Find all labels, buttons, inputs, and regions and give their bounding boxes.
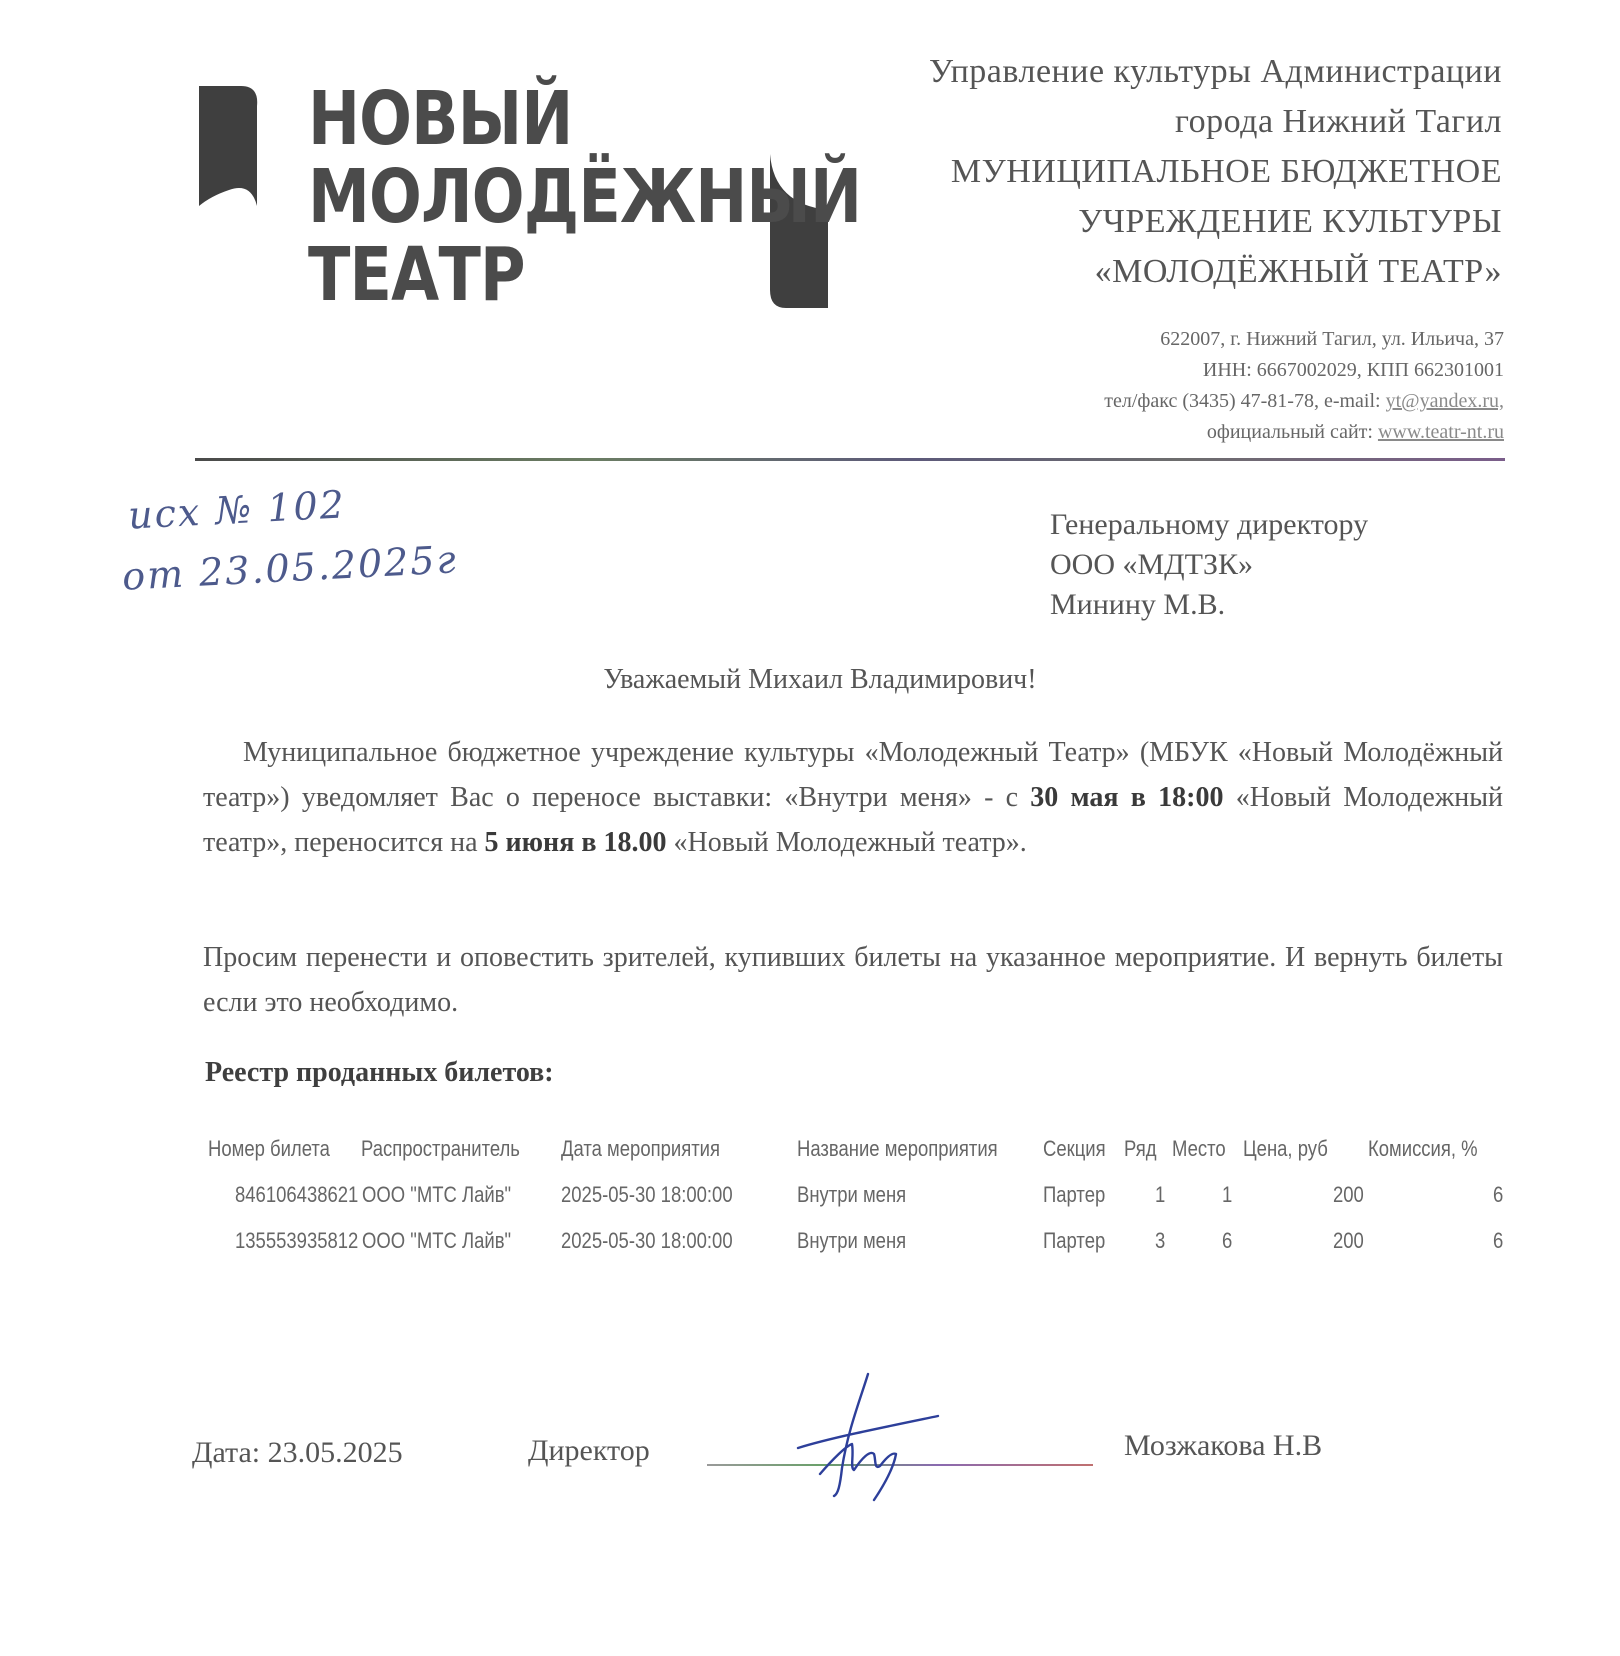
col-event-name: Название мероприятия bbox=[797, 1136, 998, 1161]
org-line-4: УЧРЕЖДЕНИЕ КУЛЬТУРЫ bbox=[1078, 203, 1502, 240]
p1-text-c: «Новый Молодежный театр», переносится на bbox=[203, 782, 1503, 858]
p1-text-a: Муниципальное бюджетное учреждение культуры «Молодежный Театр» (МБУК «Новый Молодёжный театр») уведомляет Вас о переносе выставки: «Внутри меня» - с bbox=[203, 737, 1503, 813]
org-site bbox=[1104, 417, 1504, 448]
phone-label: тел/факс (3435) 47-81-78, e-mail: bbox=[1104, 390, 1386, 412]
org-contacts bbox=[1104, 324, 1504, 448]
org-header bbox=[929, 47, 1502, 297]
col-seat: Место bbox=[1172, 1136, 1226, 1161]
logo-bracket-left-icon bbox=[199, 86, 259, 206]
org-line-3: МУНИЦИПАЛЬНОЕ БЮДЖЕТНОЕ bbox=[950, 153, 1502, 190]
addressee-block bbox=[1050, 505, 1368, 625]
cell-distributor: ООО "МТС Лайв" bbox=[362, 1182, 512, 1207]
cell-seat: 1 bbox=[1222, 1182, 1233, 1207]
registry-title: Реестр проданных билетов: bbox=[205, 1057, 554, 1088]
body-paragraph-2: Просим перенести и оповестить зрителей, купивших билеты на указанное мероприятие. И вернуть билеты если это необходимо. bbox=[203, 942, 1503, 1018]
site-label: официальный сайт: bbox=[1206, 421, 1378, 443]
col-section: Секция bbox=[1043, 1136, 1106, 1161]
header-divider bbox=[195, 458, 1505, 461]
footer-signatory-name: Мозжакова Н.В bbox=[1124, 1429, 1323, 1462]
salutation: Уважаемый Михаил Владимирович! bbox=[603, 664, 1037, 695]
handwritten-date: от 23.05.2025г bbox=[121, 537, 459, 599]
addressee-line-1: Генеральному директору bbox=[1050, 508, 1369, 541]
cell-row: 1 bbox=[1155, 1182, 1166, 1207]
org-inn: ИНН: 6667002029, КПП 662301001 bbox=[1202, 359, 1504, 381]
handwritten-signature-icon bbox=[790, 1370, 940, 1505]
org-phone bbox=[1104, 386, 1504, 417]
cell-section: Партер bbox=[1043, 1182, 1106, 1207]
cell-ticket-number: 846106438621 bbox=[235, 1182, 359, 1207]
logo-line-1: НОВЫЙ bbox=[308, 76, 573, 162]
cell-section: Партер bbox=[1043, 1228, 1106, 1253]
logo-text bbox=[308, 76, 862, 318]
col-commission: Комиссия, % bbox=[1368, 1136, 1478, 1161]
cell-seat: 6 bbox=[1222, 1228, 1233, 1253]
cell-distributor: ООО "МТС Лайв" bbox=[362, 1228, 512, 1253]
site-link[interactable]: www.teatr-nt.ru bbox=[1377, 421, 1504, 443]
p1-new-date: 5 июня в 18.00 bbox=[484, 827, 667, 858]
cell-event-date: 2025-05-30 18:00:00 bbox=[561, 1228, 733, 1253]
cell-price: 200 bbox=[1333, 1228, 1364, 1253]
cell-event-name: Внутри меня bbox=[797, 1228, 907, 1253]
org-line-1: Управление культуры Администрации bbox=[929, 53, 1502, 90]
footer-position: Директор bbox=[528, 1434, 650, 1467]
body-paragraph-1 bbox=[203, 730, 1503, 865]
cell-commission: 6 bbox=[1493, 1182, 1504, 1207]
org-line-2: города Нижний Тагил bbox=[1175, 103, 1502, 140]
cell-event-date: 2025-05-30 18:00:00 bbox=[561, 1182, 733, 1207]
cell-price: 200 bbox=[1333, 1182, 1364, 1207]
addressee-line-3: Минину М.В. bbox=[1050, 588, 1226, 621]
col-row: Ряд bbox=[1124, 1136, 1157, 1161]
email-link[interactable]: yt@yandex.ru, bbox=[1385, 390, 1504, 412]
handwritten-number: исх № 102 bbox=[126, 482, 347, 538]
logo-line-2: МОЛОДЁЖНЫЙ bbox=[308, 154, 862, 240]
cell-commission: 6 bbox=[1493, 1228, 1504, 1253]
cell-ticket-number: 135553935812 bbox=[235, 1228, 359, 1253]
org-line-5: «МОЛОДЁЖНЫЙ ТЕАТР» bbox=[1094, 253, 1502, 290]
footer-date: Дата: 23.05.2025 bbox=[192, 1436, 403, 1469]
p1-old-date: 30 мая в 18:00 bbox=[1030, 782, 1224, 813]
p1-text-d: «Новый Молодежный театр». bbox=[666, 827, 1027, 858]
logo-line-3: ТЕАТР bbox=[308, 232, 525, 318]
cell-row: 3 bbox=[1155, 1228, 1166, 1253]
col-event-date: Дата мероприятия bbox=[561, 1136, 721, 1161]
col-price: Цена, руб bbox=[1243, 1136, 1328, 1161]
addressee-line-2: ООО «МДТЗК» bbox=[1050, 548, 1253, 581]
col-ticket-number: Номер билета bbox=[208, 1136, 330, 1161]
col-distributor: Распространитель bbox=[361, 1136, 520, 1161]
org-address: 622007, г. Нижний Тагил, ул. Ильича, 37 bbox=[1160, 328, 1504, 350]
cell-event-name: Внутри меня bbox=[797, 1182, 907, 1207]
